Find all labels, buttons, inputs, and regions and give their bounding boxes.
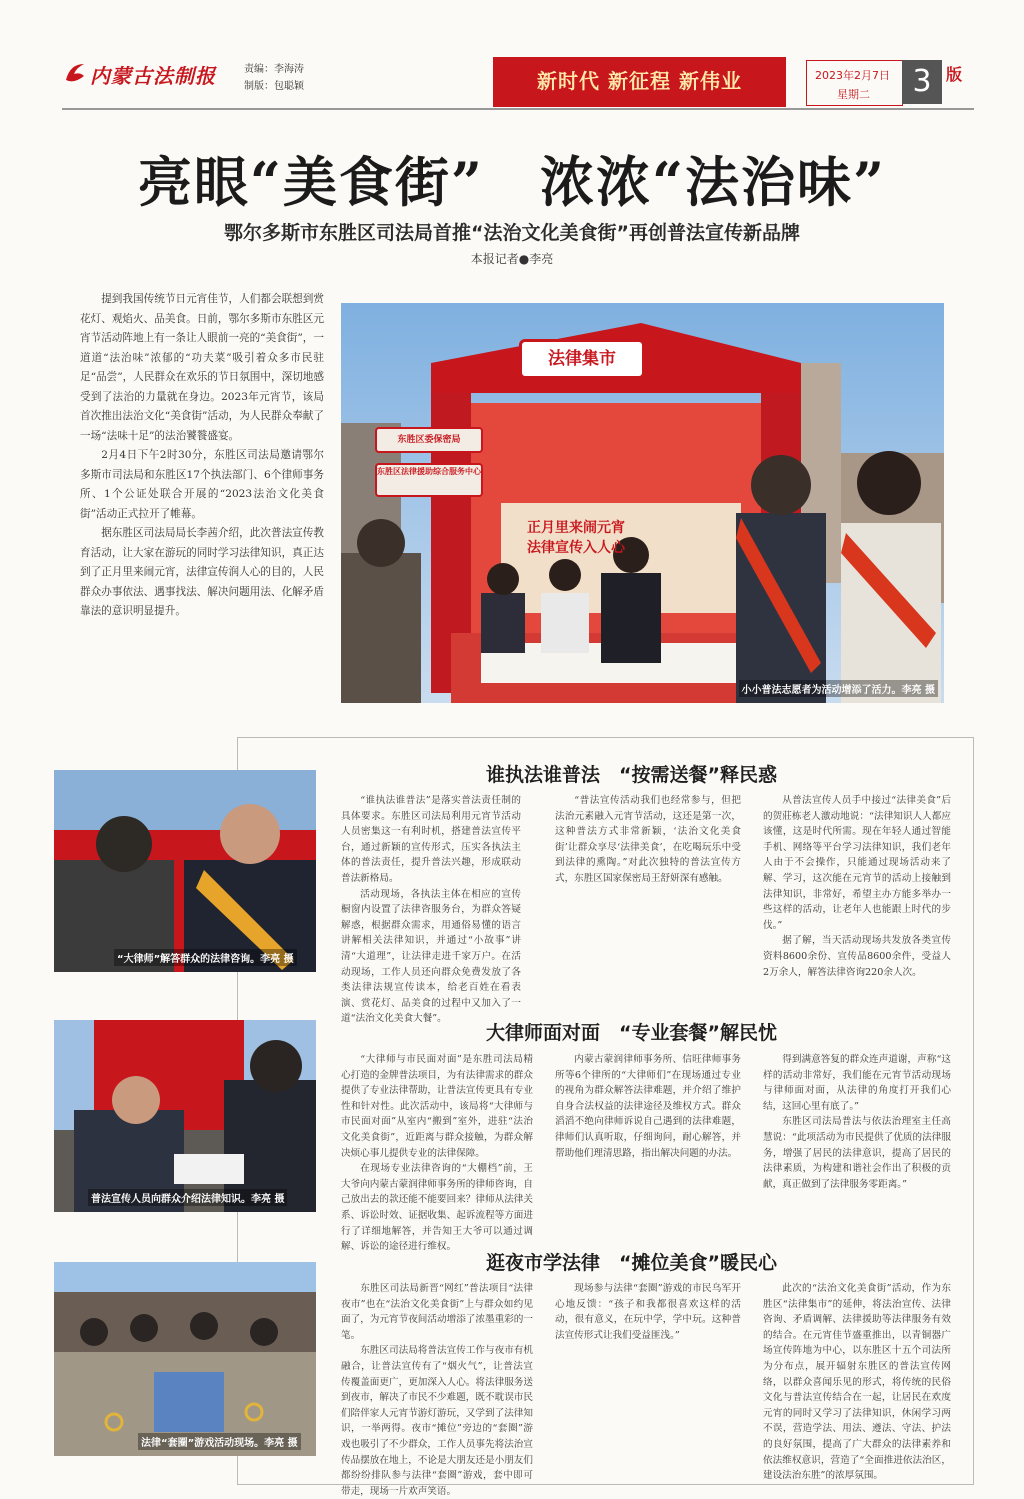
section1-photo [54, 770, 316, 972]
section-paragraph: “普法宣传活动我们也经常参与，但把法治元素融入元宵节活动，这还是第一次，这种普法方式非常新颖，‘法治文化美食街’让群众享尽‘法律美食’，在吃喝玩乐中受到法律的熏陶。”对此次独特的普法宣传方式，东胜区国家保密局王舒妍深有感触。 [555, 795, 741, 884]
photo-caption: “大律师”解答群众的法律咨询。李亮 摄 [114, 949, 297, 966]
section-paragraph: 从普法宣传人员手中接过“法律美食”后的贺莊栋老人激动地说：“法律知识人人都应该懂，这是时代所需。现在年轻人通过智能手机、网络等平台学习法律知识，我们老年人由于不会操作，只能通过现场活动来了解、学习，这次能在元宵节的活动上接触到法律知识，非常好，希望主办方能多举办一些这样的活动，让老年人也能跟上时代的步伐。” [763, 795, 951, 931]
section-paragraph: 东胜区司法局新晋“网红”普法项目“法律夜市”也在“法治文化美食街”上与群众如约见面了，为元宵节夜间活动增添了浓墨重彩的一笔。 [341, 1283, 533, 1341]
photo-caption: 小小普法志愿者为活动增添了活力。李亮 摄 [739, 680, 938, 697]
section3-col3 [763, 1281, 951, 1484]
section3-title: 逛夜市学法律 “摊位美食”暖民心 [486, 1252, 777, 1274]
section1-col1 [341, 793, 521, 1027]
section2-photo [54, 1020, 316, 1212]
section1-col3 [763, 793, 951, 980]
section3-col1 [341, 1281, 533, 1499]
issue-date: 2023年2月7日 [815, 69, 890, 82]
section3-photo [54, 1262, 316, 1456]
page-label: 版 [946, 65, 963, 84]
photo-caption: 法律“套圈”游戏活动现场。李亮 摄 [138, 1433, 301, 1450]
sign-slogan-1: 正月里来闹元宵 [527, 520, 625, 536]
issue-weekday: 星期二 [837, 88, 870, 101]
page-number: 3 [902, 60, 942, 104]
intro-paragraph: 据东胜区司法局局长李茜介绍，此次普法宣传教育活动，让大家在游玩的同时学习法律知识，真正达到了正月里来闹元宵，法律宣传润人心的目的，人民群众办事依法、遇事找法、解决问题用法、化解矛盾靠法的意识明显提升。 [80, 527, 324, 617]
section-paragraph: 活动现场，各执法主体在相应的宣传橱窗内设置了法律咨服务台，为群众答疑解惑，根据群众需求，用通俗易懂的语言讲解相关法律知识，并通过“小故事”讲清“大道理”，让法律走进千家万户。在活动现场，工作人员还向群众免费发放了各类法律法规宣传读本，给老百姓在看表演、赏花灯、品美食的过程中又加入了一道“法治文化美食大餐”。 [341, 888, 521, 1025]
section1-photo-scene [54, 770, 316, 972]
section-paragraph: “谁执法谁普法”是落实普法责任制的具体要求。东胜区司法局利用元宵节活动人员密集这一有利时机，搭建普法宣传平台，通过新颖的宣传形式，压实各执法主体的普法责任，提升普法兴趣，形成联动普法新格局。 [341, 795, 521, 884]
section-paragraph: 此次的“法治文化美食街”活动，作为东胜区“法律集市”的延伸，将法治宣传、法律咨询、矛盾调解、法律援助等法律服务有效的结合。在元宵佳节盛重推出，以青铜器广场宣传阵地为中心，以东胜区十五个司法所为分布点，展开辐射东胜区的普法宣传网络，以群众喜闻乐见的形式，将传统的民俗文化与普法宣传结合在一起，让居民在欢度元宵的同时又学习了法律知识，休闲学习两不误，营造学法、用法、遵法、守法、护法的良好氛围，提高了广大群众的法律素养和依法维权意识，营造了“全面推进依法治区，建设法治东胜”的浓厚氛围。 [763, 1283, 951, 1482]
section3-photo-scene [54, 1262, 316, 1456]
sign-legal-aid: 东胜区法律援助综合服务中心 [375, 463, 483, 497]
section1-col2 [555, 793, 741, 887]
section2-photo-scene [54, 1020, 316, 1212]
header-rule [62, 108, 974, 110]
section2-col1 [341, 1052, 533, 1255]
section-paragraph: 据了解，当天活动现场共发放各类宣传资料8600余份、宣传品8600余件，受益人2万余人，解答法律咨询220余人次。 [763, 935, 951, 978]
section1-title: 谁执法谁普法 “按需送餐”释民惑 [486, 764, 777, 786]
section-paragraph: 在现场专业法律咨询的“大棚档”前，王大爷向内蒙古蒙润律师事务所的律师咨询，自己放出去的款还能不能要回来？律师从法律关系、诉讼时效、证据收集、起诉流程等方面进行了详细地解答，并告知王大爷可以通过调解、诉讼的途径进行维权。 [341, 1163, 533, 1253]
sign-legal-market: 法律集市 [519, 339, 645, 379]
designer-credit: 制版：包聪颖 [244, 81, 304, 92]
subheadline: 鄂尔多斯市东胜区司法局首推“法治文化美食街”再创普法宣传新品牌 [224, 222, 800, 244]
section2-title: 大律师面对面 “专业套餐”解民忧 [486, 1022, 777, 1044]
newspaper-logo-icon [62, 60, 88, 86]
newspaper-logo: 内蒙古法制报 [90, 64, 216, 88]
section3-col2 [555, 1281, 741, 1343]
photo-caption: 普法宣传人员向群众介绍法律知识。李亮 摄 [88, 1189, 287, 1206]
section2-col3 [763, 1052, 951, 1192]
section-paragraph: 内蒙古蒙润律师事务所、信旺律师事务所等6个律所的“大律师们”在现场通过专业的视角为群众解答法律难题，并介绍了维护自身合法权益的法律途径及维权方式。群众滔滔不绝向律师诉说自己遇到的法律难题，律师们认真听取，仔细询问，耐心解答，并帮助他们理清思路，指出解决问题的办法。 [555, 1054, 741, 1159]
intro-paragraph: 提到我国传统节日元宵佳节，人们都会联想到赏花灯、观焰火、品美食。日前，鄂尔多斯市东胜区元宵节活动阵地上有一条让人眼前一亮的“美食街”，一道道“法治味”浓郁的“功夫菜”吸引着众多市民驻足“品尝”，人民群众在欢乐的节日氛围中，深切地感受到了法治的力量就在身边。2023年元宵节，该局首次推出法治文化“美食街”活动，为人民群众奉献了一场“法味十足”的法治饕餮盛宴。 [80, 293, 324, 442]
intro-column [80, 290, 324, 622]
column-banner [493, 57, 786, 107]
main-photo [341, 303, 944, 703]
sign-slogan-2: 法律宣传入人心 [527, 540, 625, 556]
column-banner-text: 新时代 新征程 新伟业 [537, 69, 742, 93]
editor-credit: 责编：李海涛 [244, 64, 304, 75]
section-paragraph: 东胜区司法局普法与依法治理室主任高慧说：“此项活动为市民提供了优质的法律服务，增强了居民的法律意识，提高了居民的法律素质，为构建和谐社会作出了积极的贡献，真正做到了法律服务零距离。” [763, 1116, 951, 1190]
byline: 本报记者●李亮 [470, 252, 554, 266]
headline: 亮眼“美食街” 浓浓“法治味” [137, 150, 887, 214]
section-paragraph: 东胜区司法局将普法宣传工作与夜市有机融合，让普法宣传有了“烟火气”，让普法宣传覆盖面更广，更加深入人心。将法律服务送到夜市，解决了市民不少难题，既不耽误市民们陪伴家人元宵节游灯游玩，又学到了法律知识，一举两得。夜市“摊位”旁边的“套圈”游戏也吸引了不少群众，工作人员事先将法治宣传品摆放在地上，不论是大朋友还是小朋友们都纷纷排队参与法律“套圈”游戏，套中即可带走，现场一片欢声笑语。 [341, 1345, 533, 1497]
intro-paragraph: 2月4日下午2时30分，东胜区司法局邀请鄂尔多斯市司法局和东胜区17个执法部门、6个律师事务所、1个公证处联合开展的“2023法治文化美食街”活动正式拉开了帷幕。 [80, 449, 324, 520]
section-paragraph: 得到满意答复的群众连声道谢，声称“这样的活动非常好，我们能在元宵节活动现场与律师面对面，从法律的角度打开我们心结，这回心里有底了。” [763, 1054, 951, 1112]
section-paragraph: 现场参与法律“套圈”游戏的市民乌军开心地反馈：“孩子和我都很喜欢这样的活动，很有意义，在玩中学，学中玩。这种普法宣传形式让我们受益匪浅。” [555, 1283, 741, 1341]
section2-col2 [555, 1052, 741, 1161]
date-box [806, 60, 903, 106]
section-paragraph: “大律师与市民面对面”是东胜司法局精心打造的金牌普法项目，为有法律需求的群众提供了专业法律帮助，让普法宣传更具有专业性和针对性。此次活动中，该局将“大律师与市民面对面”从室内“搬到”室外，进驻“法治文化美食街”，近距离与群众接触，为群众解决烦心事儿提供专业的法律保障。 [341, 1054, 533, 1159]
sign-secrecy-bureau: 东胜区委保密局 [375, 427, 483, 453]
masthead [62, 58, 252, 92]
